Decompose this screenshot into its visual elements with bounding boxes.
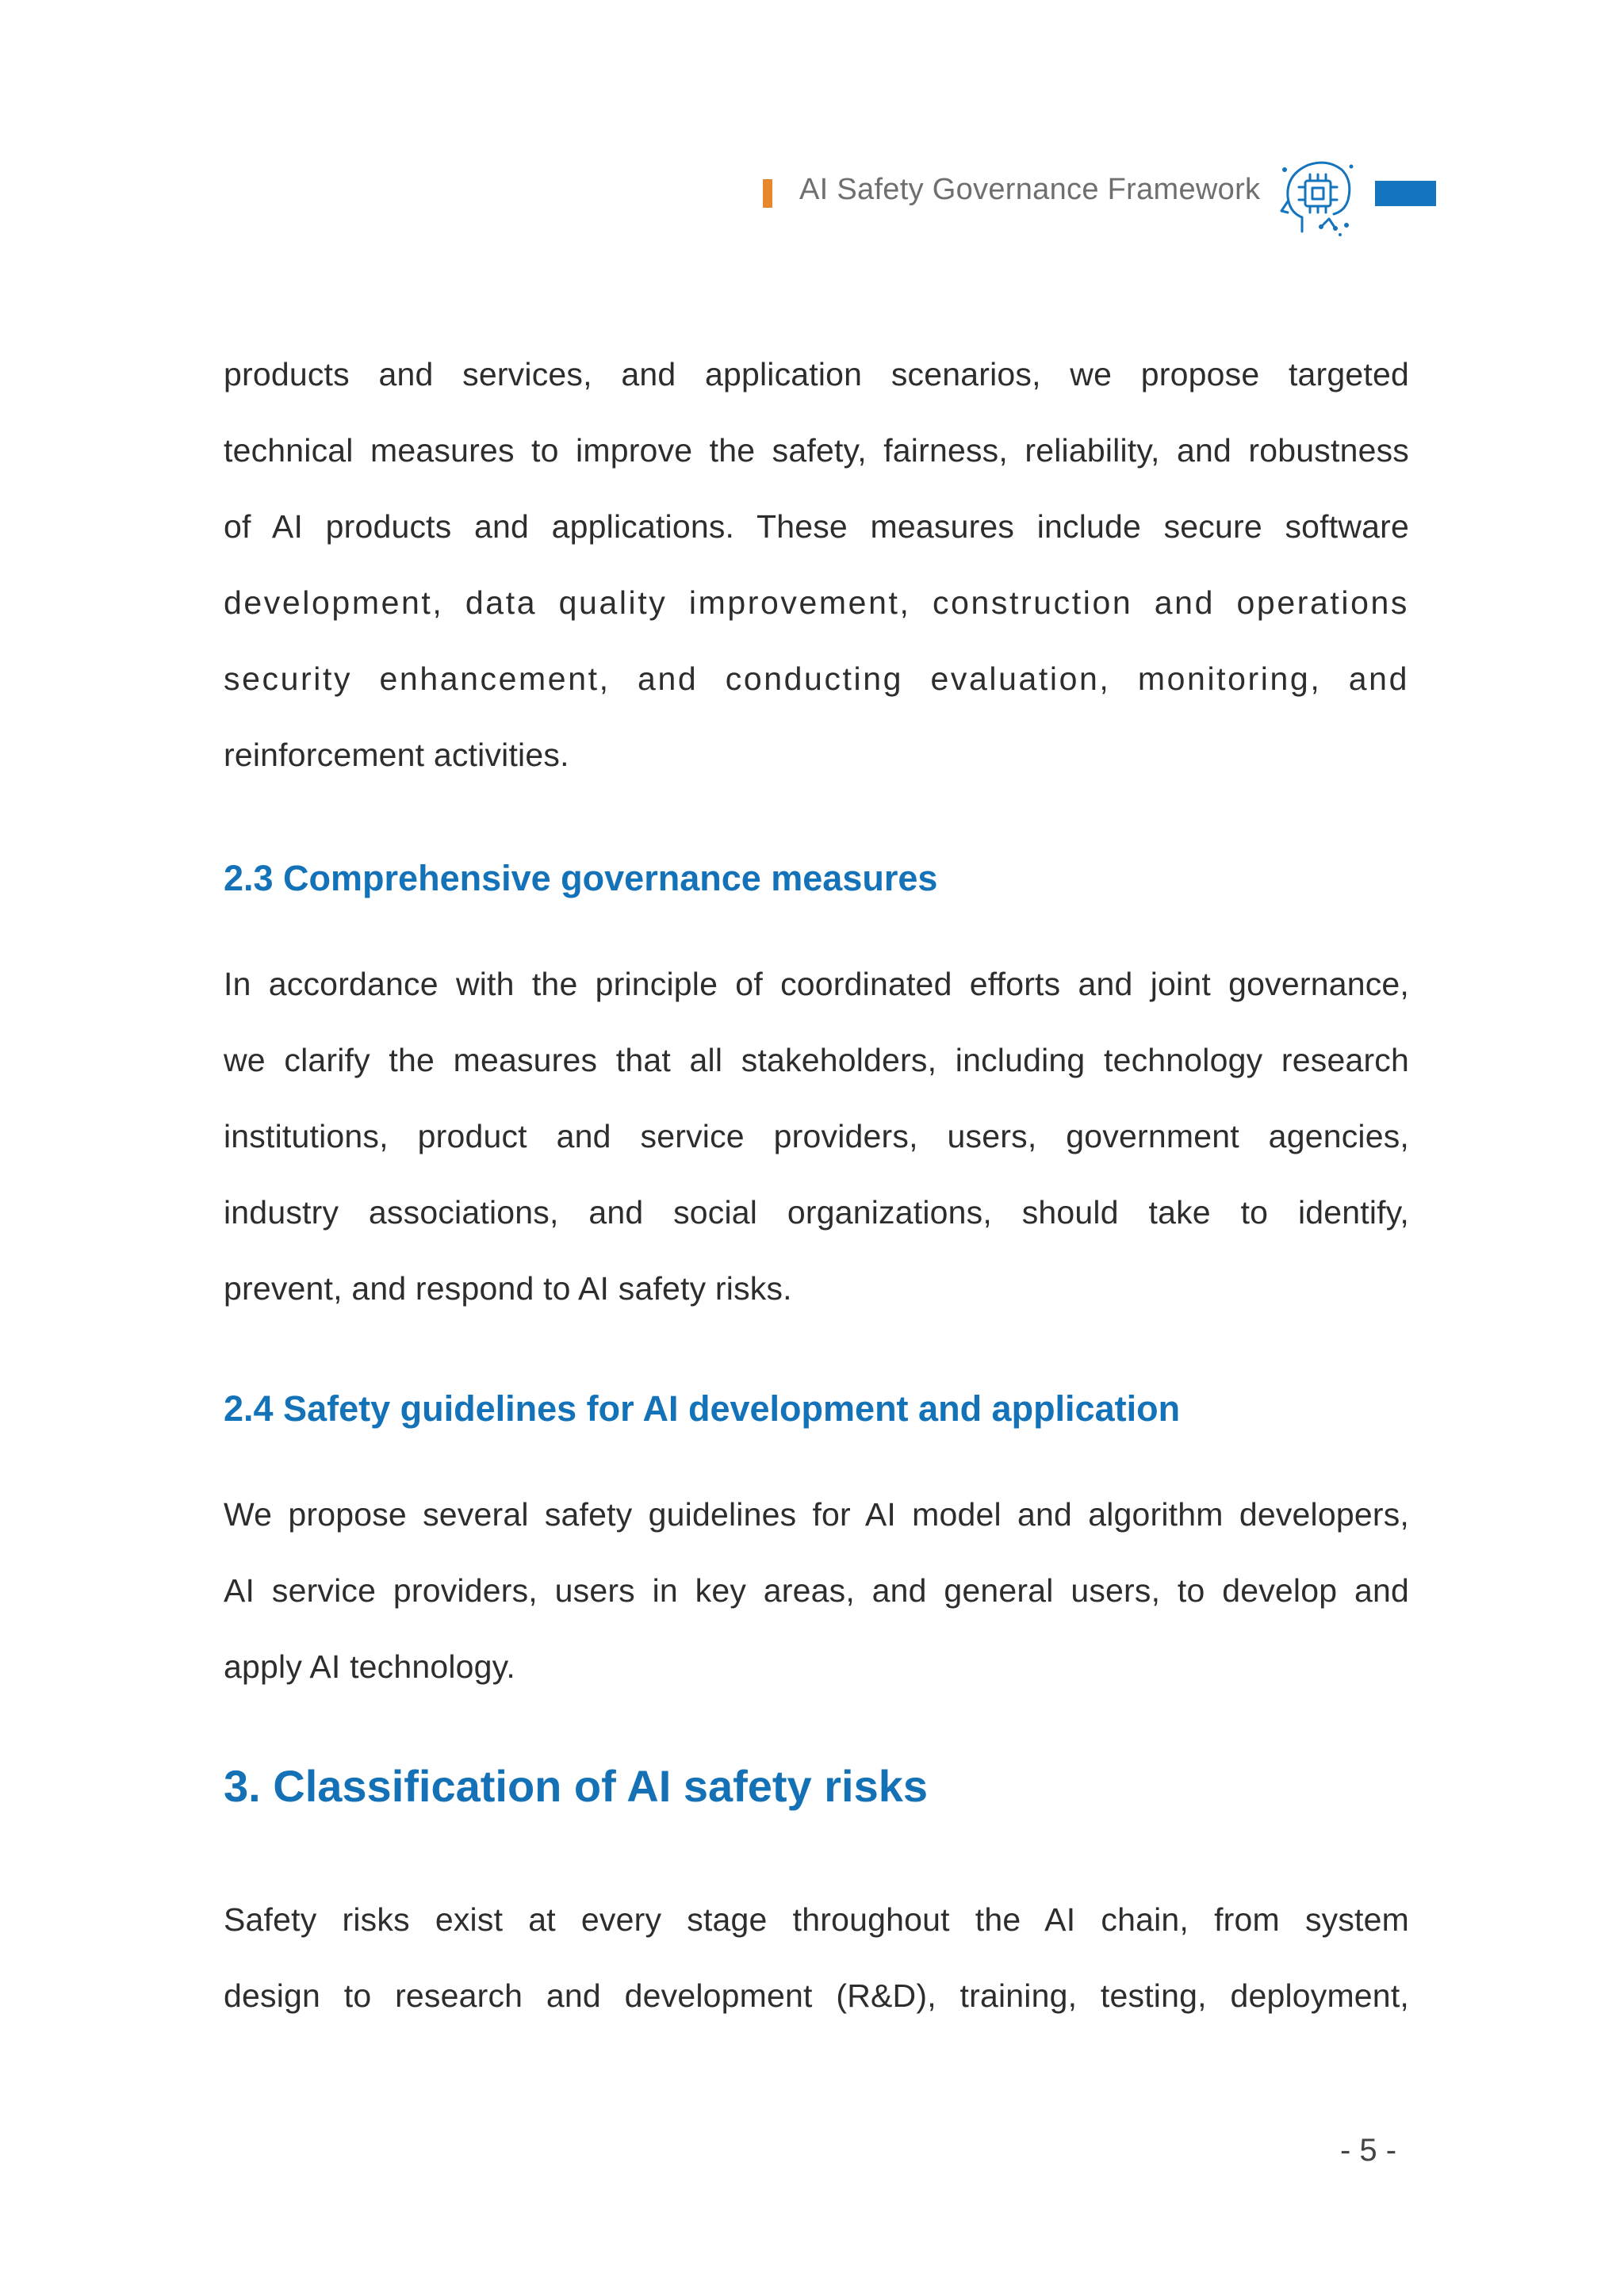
ai-brain-chip-icon — [1278, 155, 1356, 239]
paragraph-line: apply AI technology. — [224, 1648, 515, 1685]
heading-3: 3. Classification of AI safety risks — [224, 1761, 929, 1811]
paragraph-line: technical measures to improve the safety, fairness, reliability, and robustness — [224, 432, 1409, 469]
paragraph-line: institutions, product and service providers, users, government agencies, — [224, 1118, 1409, 1154]
heading-2-3: 2.3 Comprehensive governance measures — [224, 858, 938, 898]
header-title: AI Safety Governance Framework — [799, 173, 1261, 206]
heading-2-4: 2.4 Safety guidelines for AI development and application — [224, 1388, 1181, 1429]
header-brand-bar — [1375, 181, 1436, 206]
chapter-heading — [224, 1760, 1409, 1812]
paragraph-3 — [224, 1881, 1409, 2034]
paragraph-line: security enhancement, and conducting evaluation, monitoring, and — [224, 660, 1409, 697]
paragraph-line: we clarify the measures that all stakeholders, including technology research — [224, 1042, 1409, 1078]
section-heading — [224, 858, 1409, 899]
paragraph-line: Safety risks exist at every stage throughout the AI chain, from system — [224, 1901, 1409, 1938]
header-accent-bar — [763, 179, 772, 208]
paragraph-line: industry associations, and social organizations, should take to identify, — [224, 1194, 1409, 1231]
paragraph-2-3 — [224, 946, 1409, 1326]
paragraph-line: AI service providers, users in key areas, and general users, to develop and — [224, 1572, 1409, 1609]
paragraph-2-4 — [224, 1476, 1409, 1705]
paragraph-continuation — [224, 336, 1409, 793]
page-number: - 5 - — [1340, 2133, 1397, 2168]
section-heading — [224, 1388, 1409, 1430]
paragraph-line: development, data quality improvement, construction and operations — [224, 584, 1409, 621]
paragraph-line: prevent, and respond to AI safety risks. — [224, 1270, 792, 1307]
paragraph-line: reinforcement activities. — [224, 737, 569, 773]
paragraph-line: In accordance with the principle of coordinated efforts and joint governance, — [224, 966, 1409, 1002]
paragraph-line: of AI products and applications. These measures include secure software — [224, 508, 1409, 545]
paragraph-line: products and services, and application scenarios, we propose targeted — [224, 356, 1409, 392]
running-header — [763, 155, 1443, 247]
paragraph-line: We propose several safety guidelines for AI model and algorithm developers, — [224, 1496, 1409, 1533]
paragraph-line: design to research and development (R&D), training, testing, deployment, — [224, 1977, 1409, 2014]
